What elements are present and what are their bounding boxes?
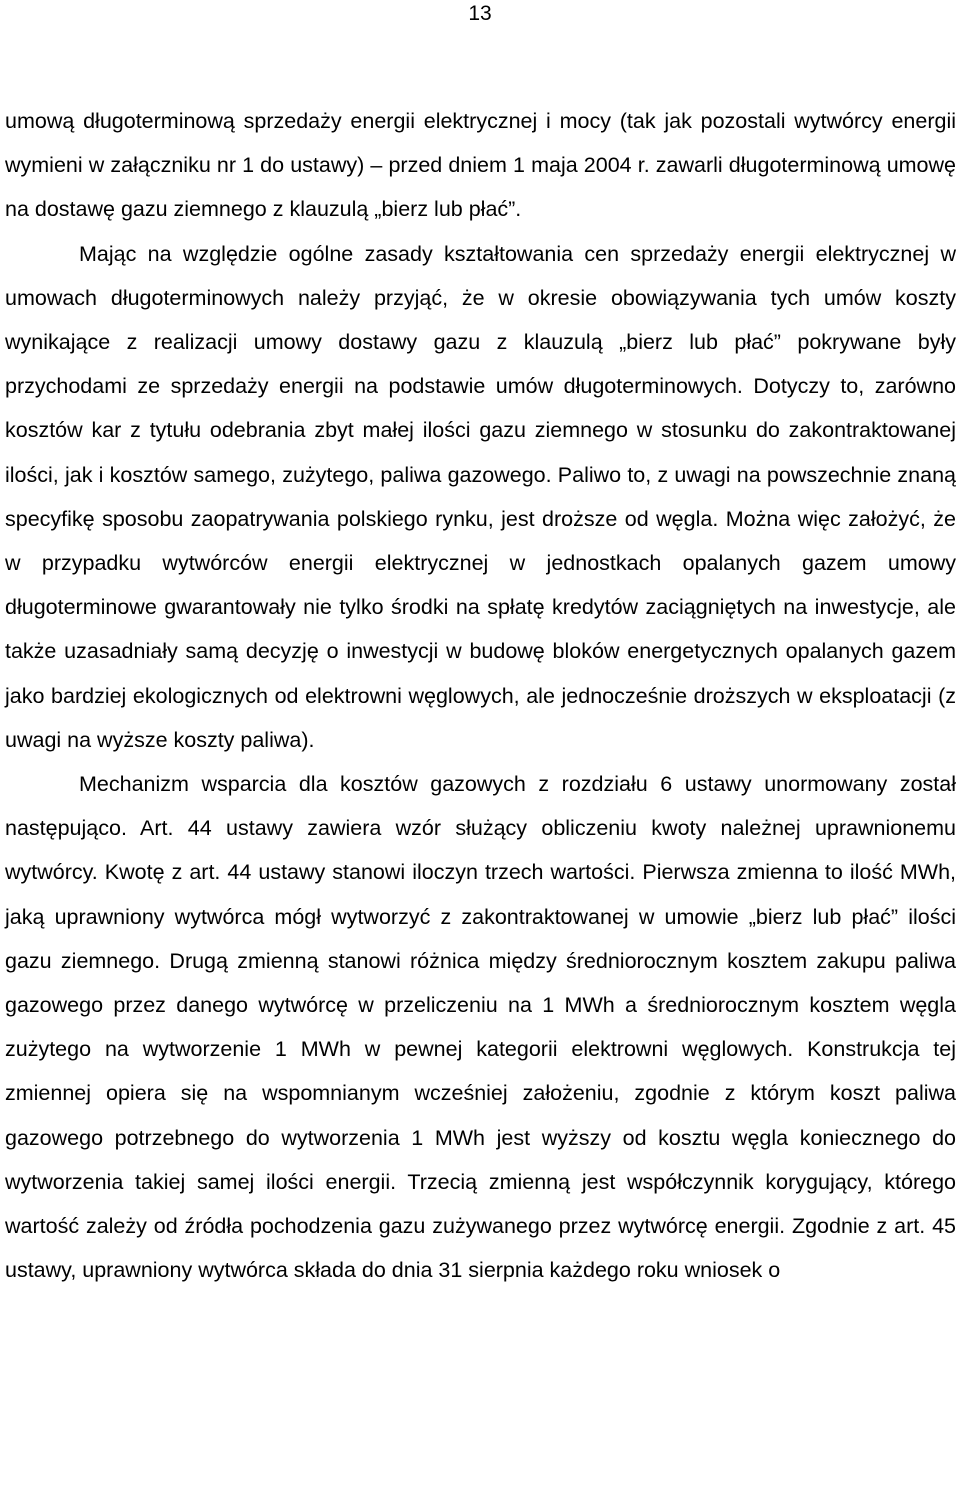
paragraph: Mając na względzie ogólne zasady kształtowania cen sprzedaży energii elektrycznej w umowach długoterminowych należy przyjąć, że w okresie obowiązywania tych umów koszty wynikające z realizacji umowy dostawy gazu z klauzulą „bierz lub płać” pokrywane były przychodami ze sprzedaży energii na podstawie umów długoterminowych. Dotyczy to, zarówno kosztów kar z tytułu odebrania zbyt małej ilości gazu ziemnego w stosunku do zakontraktowanej ilości, jak i kosztów samego, zużytego, paliwa gazowego. Paliwo to, z uwagi na powszechnie znaną specyfikę sposobu zaopatrywania polskiego rynku, jest droższe od węgla. Można więc założyć, że w przypadku wytwórców energii elektrycznej w jednostkach opalanych gazem umowy długoterminowe gwarantowały nie tylko środki na spłatę kredytów zaciągniętych na inwestycje, ale także uzasadniały samą decyzję o inwestycji w budowę bloków energetycznych opalanych gazem jako bardziej ekologicznych od elektrowni węglowych, ale jednocześnie droższych w eksploatacji (z uwagi na wyższe koszty paliwa). bbox=[5, 241, 956, 752]
paragraph: Mechanizm wsparcia dla kosztów gazowych z rozdziału 6 ustawy unormowany został następująco. Art. 44 ustawy zawiera wzór służący obliczeniu kwoty należnej uprawnionemu wytwórcy. Kwotę z art. 44 ustawy stanowi iloczyn trzech wartości. Pierwsza zmienna to ilość MWh, jaką uprawniony wytwórca mógł wytworzyć z zakontraktowanej w umowie „bierz lub płać” ilości gazu ziemnego. Drugą zmienną stanowi różnica między średniorocznym kosztem zakupu paliwa gazowego przez danego wytwórcę w przeliczeniu na 1 MWh a średniorocznym kosztem węgla zużytego na wytworzenie 1 MWh w pewnej kategorii elektrowni węglowych. Konstrukcja tej zmiennej opiera się na wspomnianym wcześniej założeniu, zgodnie z którym koszt paliwa gazowego potrzebnego do wytworzenia 1 MWh jest wyższy od kosztu węgla koniecznego do wytworzenia takiej samej ilości energii. Trzecią zmienną jest współczynnik korygujący, którego wartość zależy od źródła pochodzenia gazu zużywanego przez wytwórcę energii. Zgodnie z art. 45 ustawy, uprawniony wytwórca składa do dnia 31 sierpnia każdego roku wniosek o bbox=[5, 772, 956, 1283]
paragraph: umową długoterminową sprzedaży energii elektrycznej i mocy (tak jak pozostali wytwórcy energii wymieni w załączniku nr 1 do ustawy) – przed dniem 1 maja 2004 r. zawarli długoterminową umowę na dostawę gazu ziemnego z klauzulą „bierz lub płać”. bbox=[5, 109, 956, 222]
body-text bbox=[5, 99, 956, 1292]
page-number: 13 bbox=[468, 2, 492, 25]
